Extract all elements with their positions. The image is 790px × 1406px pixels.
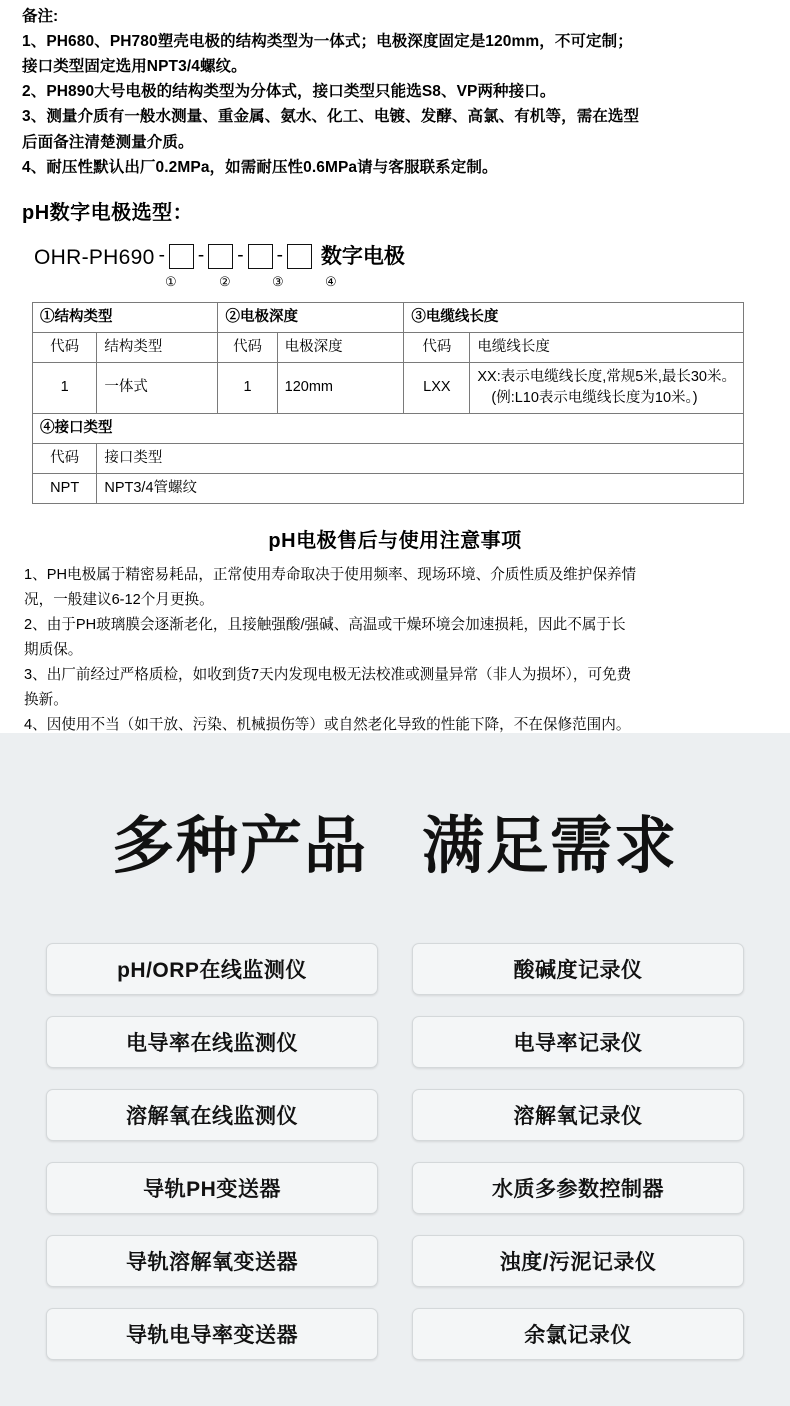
product-item[interactable]: 导轨PH变送器 bbox=[46, 1162, 378, 1214]
value-code-1: 1 bbox=[33, 362, 97, 413]
product-item[interactable]: 导轨溶解氧变送器 bbox=[46, 1235, 378, 1287]
product-item[interactable]: 电导率在线监测仪 bbox=[46, 1016, 378, 1068]
marker-2: ② bbox=[219, 273, 231, 289]
interface-code-value: NPT bbox=[33, 473, 97, 503]
after-sales-body bbox=[0, 563, 790, 739]
model-slot-2 bbox=[208, 244, 233, 269]
after-sales-line-2: 况，一般建议6-12个月更换。 bbox=[24, 591, 214, 608]
product-banner bbox=[0, 733, 790, 1406]
marker-4: ④ bbox=[325, 273, 337, 289]
note-line-2: 接口类型固定选用NPT3/4螺纹。 bbox=[22, 58, 247, 76]
value-code-2: 1 bbox=[218, 362, 277, 413]
interface-code-header: 代码 bbox=[33, 443, 97, 473]
interface-name-value: NPT3/4管螺纹 bbox=[97, 473, 744, 503]
product-item[interactable]: 导轨电导率变送器 bbox=[46, 1308, 378, 1360]
value-name-1: 一体式 bbox=[97, 362, 218, 413]
notes-title: 备注: bbox=[22, 8, 59, 25]
product-grid bbox=[0, 943, 790, 1360]
sub-header-name-2: 电极深度 bbox=[277, 332, 404, 362]
sub-header-code-1: 代码 bbox=[33, 332, 97, 362]
banner-title bbox=[0, 733, 790, 885]
dash-3: - bbox=[237, 244, 244, 266]
product-item[interactable]: 余氯记录仪 bbox=[412, 1308, 744, 1360]
product-item[interactable]: 电导率记录仪 bbox=[412, 1016, 744, 1068]
banner-title-right: 满足需求 bbox=[422, 812, 679, 881]
model-slot-1 bbox=[169, 244, 194, 269]
table-row-interface-group bbox=[33, 413, 744, 443]
after-sales-line-7: 4、因使用不当（如干放、污染、机械损伤等）或自然老化导致的性能下降，不在保修范围内。 bbox=[24, 717, 631, 734]
value-name-3 bbox=[470, 362, 744, 413]
interface-name-header: 接口类型 bbox=[97, 443, 744, 473]
selection-heading: pH数字电极选型： bbox=[22, 201, 194, 224]
note-line-5: 后面备注清楚测量介质。 bbox=[22, 133, 194, 151]
after-sales-title: pH电极售后与使用注意事项 bbox=[268, 529, 522, 552]
sub-header-code-3: 代码 bbox=[404, 332, 470, 362]
group-header-structure: ①结构类型 bbox=[33, 302, 218, 332]
product-item[interactable]: 浊度/污泥记录仪 bbox=[412, 1235, 744, 1287]
note-line-1: 1、PH680、PH780塑壳电极的结构类型为一体式；电极深度固定是120mm，不可定制； bbox=[22, 33, 633, 51]
product-item[interactable]: pH/ORP在线监测仪 bbox=[46, 943, 378, 995]
value-name-2: 120mm bbox=[277, 362, 404, 413]
after-sales-line-3: 2、由于PH玻璃膜会逐渐老化，且接触强酸/强碱、高温或干燥环境会加速损耗，因此不属于长 bbox=[24, 617, 626, 634]
sub-header-name-3: 电缆线长度 bbox=[470, 332, 744, 362]
model-tail-label: 数字电极 bbox=[320, 244, 405, 268]
spec-table bbox=[32, 302, 744, 504]
product-item[interactable]: 水质多参数控制器 bbox=[412, 1162, 744, 1214]
after-sales-line-4: 期质保。 bbox=[24, 642, 83, 659]
group-header-interface: ④接口类型 bbox=[33, 413, 744, 443]
note-line-4: 3、测量介质有一般水测量、重金属、氨水、化工、电镀、发酵、高氯、有机等，需在选型 bbox=[22, 108, 640, 126]
table-row-interface-values bbox=[33, 473, 744, 503]
banner-title-left: 多种产品 bbox=[111, 812, 368, 881]
group-header-depth: ②电极深度 bbox=[218, 302, 404, 332]
sub-header-code-2: 代码 bbox=[218, 332, 277, 362]
after-sales-line-6: 换新。 bbox=[24, 692, 68, 709]
dash-4: - bbox=[276, 244, 283, 266]
product-item[interactable]: 溶解氧在线监测仪 bbox=[46, 1089, 378, 1141]
model-code-row bbox=[34, 231, 790, 273]
sub-header-name-1: 结构类型 bbox=[97, 332, 218, 362]
marker-1: ① bbox=[165, 273, 177, 289]
cable-note-line-1: XX:表示电缆线长度,常规5米,最长30米。 bbox=[477, 368, 736, 385]
table-row-interface-headers bbox=[33, 443, 744, 473]
product-item[interactable]: 溶解氧记录仪 bbox=[412, 1089, 744, 1141]
table-row-values bbox=[33, 362, 744, 413]
cable-note-line-2: (例:L10表示电缆线长度为10米。) bbox=[491, 389, 698, 406]
after-sales-line-5: 3、出厂前经过严格质检，如收到货7天内发现电极无法校准或测量异常（非人为损坏），可免费 bbox=[24, 667, 632, 684]
dash-1: - bbox=[158, 244, 165, 266]
value-code-3: LXX bbox=[404, 362, 470, 413]
model-slot-4 bbox=[287, 244, 312, 269]
dash-2: - bbox=[197, 244, 205, 266]
product-item[interactable]: 酸碱度记录仪 bbox=[412, 943, 744, 995]
marker-3: ③ bbox=[272, 273, 284, 289]
table-row-group-headers bbox=[33, 302, 744, 332]
model-prefix: OHR-PH690 bbox=[34, 245, 155, 269]
group-header-cable: ③电缆线长度 bbox=[404, 302, 744, 332]
notes-section bbox=[0, 0, 790, 180]
model-slot-3 bbox=[248, 244, 273, 269]
table-row-sub-headers bbox=[33, 332, 744, 362]
after-sales-line-1: 1、PH电极属于精密易耗品，正常使用寿命取决于使用频率、现场环境、介质性质及维护保养情 bbox=[24, 566, 637, 583]
note-line-6: 4、耐压性默认出厂0.2MPa，如需耐压性0.6MPa请与客服联系定制。 bbox=[22, 158, 498, 176]
note-line-3: 2、PH890大号电极的结构类型为分体式，接口类型只能选S8、VP两种接口。 bbox=[22, 83, 556, 101]
model-marker-row bbox=[34, 274, 790, 292]
